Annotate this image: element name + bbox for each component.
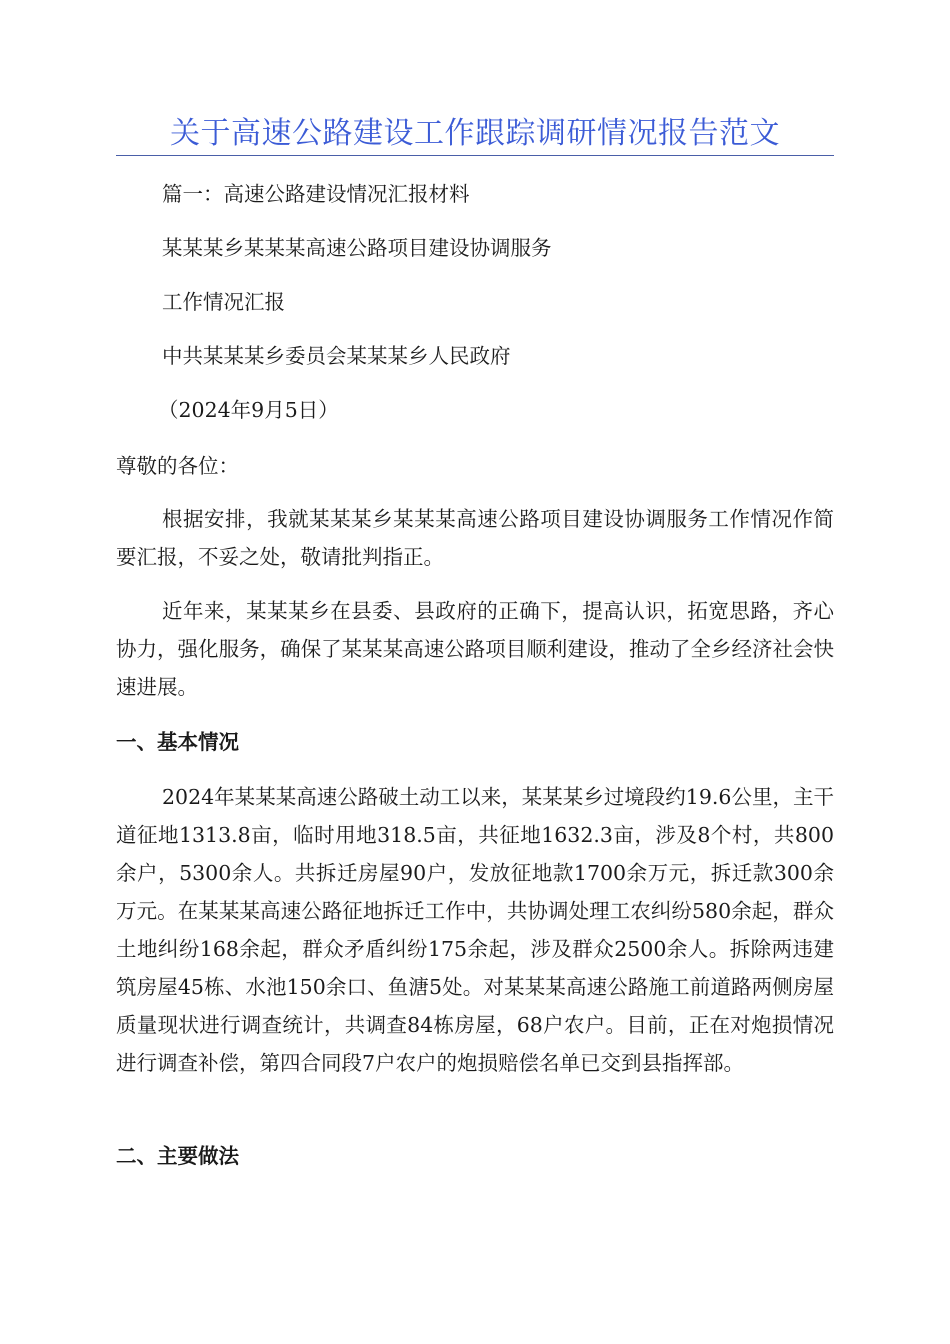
- salutation: 尊敬的各位：: [116, 454, 239, 478]
- subheader-line-2: 某某某乡某某某高速公路项目建设协调服务: [162, 236, 552, 260]
- subheader-line-3: 工作情况汇报: [162, 290, 285, 314]
- report-date: （2024年9月5日）: [158, 398, 339, 422]
- subheader-line-4: 中共某某某乡委员会某某某乡人民政府: [162, 344, 511, 368]
- subheader-line-1: 篇一：高速公路建设情况汇报材料: [162, 182, 470, 206]
- section-heading-2: 二、主要做法: [116, 1144, 239, 1168]
- paragraph-background: 近年来，某某某乡在县委、县政府的正确下，提高认识，拓宽思路，齐心协力，强化服务，确保了某某某高速公路项目顺利建设，推动了全乡经济社会快速进展。: [116, 599, 834, 699]
- section-heading-1: 一、基本情况: [116, 730, 239, 754]
- paragraph-intro: 根据安排，我就某某某乡某某某高速公路项目建设协调服务工作情况作简要汇报，不妥之处，敬请批判指正。: [116, 507, 834, 569]
- document-title: 关于高速公路建设工作跟踪调研情况报告范文: [170, 116, 780, 151]
- section-1-body: 2024年某某某高速公路破土动工以来，某某某乡过境段约19.6公里，主干道征地1313.8亩，临时用地318.5亩，共征地1632.3亩，涉及8个村，共800余户，5300余人。共拆迁房屋90户，发放征地款1700余万元，拆迁款300余万元。在某某某高速公路征地拆迁工作中，共协调处理工农纠纷580余起，群众土地纠纷168余起，群众矛盾纠纷175余起，涉及群众2500余人。拆除两违建筑房屋45栋、水池150余口、鱼溏5处。对某某某高速公路施工前道路两侧房屋质量现状进行调查统计，共调查84栋房屋，68户农户。目前，正在对炮损情况进行调查补偿，第四合同段7户农户的炮损赔偿名单已交到县指挥部。: [116, 785, 834, 1075]
- title-underline: [116, 155, 834, 156]
